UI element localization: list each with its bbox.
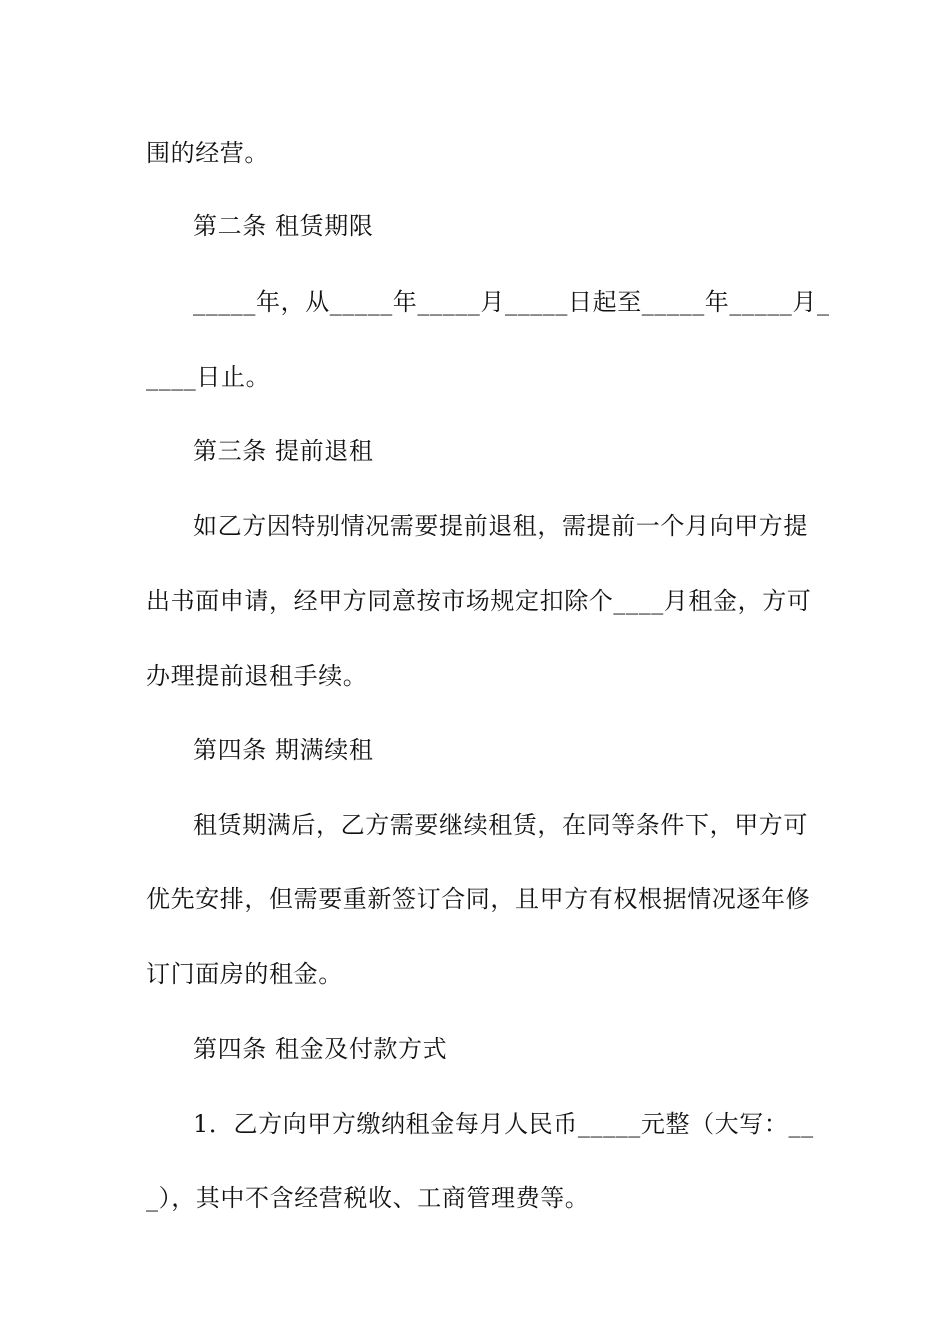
section-heading-renewal: 第四条 期满续租 [193, 736, 374, 764]
paragraph-line: 围的经营。 [146, 139, 269, 167]
paragraph-line: ____日止。 [146, 363, 271, 391]
paragraph-line: 订门面房的租金。 [146, 960, 343, 988]
paragraph-line: 如乙方因特别情况需要提前退租，需提前一个月向甲方提 [193, 512, 808, 540]
paragraph-line: 租赁期满后，乙方需要继续租赁，在同等条件下，甲方可 [193, 811, 808, 839]
paragraph-line: 办理提前退租手续。 [146, 662, 368, 690]
paragraph-line: 1．乙方向甲方缴纳租金每月人民币_____元整（大写：__ [193, 1110, 814, 1138]
paragraph-line: 出书面申请，经甲方同意按市场规定扣除个____月租金，方可 [146, 587, 812, 615]
section-heading-rent-payment: 第四条 租金及付款方式 [193, 1035, 448, 1063]
section-heading-lease-term: 第二条 租赁期限 [193, 212, 374, 240]
section-heading-early-termination: 第三条 提前退租 [193, 437, 374, 465]
paragraph-line: _____年，从_____年_____月_____日起至_____年_____月_ [193, 288, 830, 316]
paragraph-line: 优先安排，但需要重新签订合同，且甲方有权根据情况逐年修 [146, 885, 811, 913]
paragraph-line: _），其中不含经营税收、工商管理费等。 [146, 1184, 590, 1212]
